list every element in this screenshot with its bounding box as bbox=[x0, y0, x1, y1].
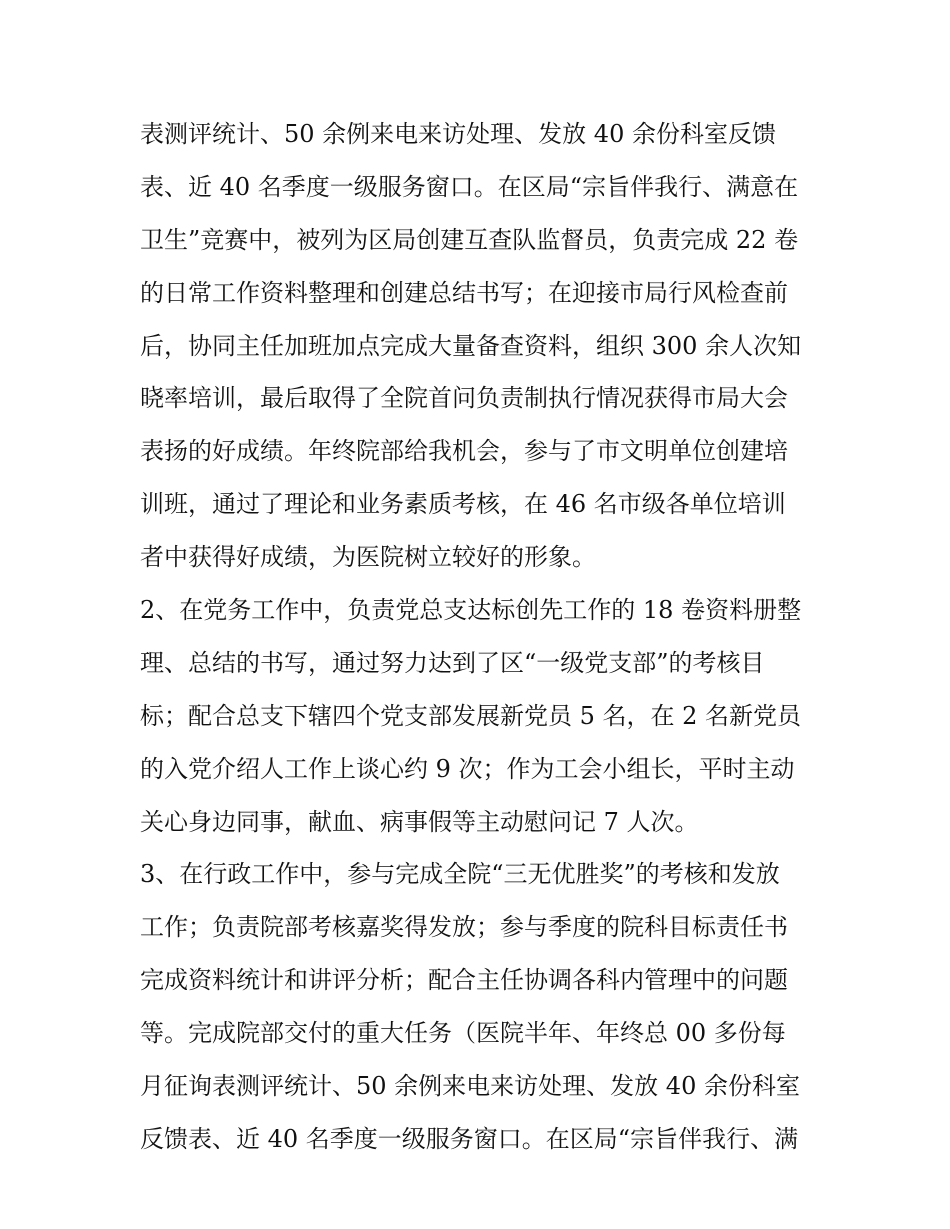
text-line: 晓率培训，最后取得了全院首问负责制执行情况获得市局大会 bbox=[140, 384, 788, 413]
text-line: 3、在行政工作中，参与完成全院“三无优胜奖”的考核和发放 bbox=[140, 860, 780, 889]
text-line: 关心身边同事，献血、病事假等主动慰问记 7 人次。 bbox=[140, 807, 699, 836]
text-line: 训班，通过了理论和业务素质考核，在 46 名市级各单位培训 bbox=[140, 490, 786, 519]
text-line: 等。完成院部交付的重大任务（医院半年、年终总 00 多份每 bbox=[140, 1019, 786, 1048]
text-line: 反馈表、近 40 名季度一级服务窗口。在区局“宗旨伴我行、满 bbox=[140, 1124, 799, 1153]
text-line: 的日常工作资料整理和创建总结书写；在迎接市局行风检查前 bbox=[140, 278, 788, 307]
text-line: 表测评统计、50 余例来电来访处理、发放 40 余份科室反馈 bbox=[140, 120, 776, 148]
text-line: 完成资料统计和讲评分析；配合主任协调各科内管理中的问题 bbox=[140, 966, 788, 995]
text-line: 理、总结的书写，通过努力达到了区“一级党支部”的考核目 bbox=[140, 648, 765, 677]
text-line: 工作；负责院部考核嘉奖得发放；参与季度的院科目标责任书 bbox=[140, 913, 788, 942]
text-line: 的入党介绍人工作上谈心约 9 次；作为工会小组长，平时主动 bbox=[140, 754, 795, 783]
text-line: 者中获得好成绩，为医院树立较好的形象。 bbox=[140, 543, 596, 572]
text-line: 后，协同主任加班加点完成大量备查资料，组织 300 余人次知 bbox=[140, 331, 802, 360]
text-line: 表、近 40 名季度一级服务窗口。在区局“宗旨伴我行、满意在 bbox=[140, 172, 799, 201]
text-line: 表扬的好成绩。年终院部给我机会，参与了市文明单位创建培 bbox=[140, 437, 788, 466]
text-line: 月征询表测评统计、50 余例来电来访处理、发放 40 余份科室 bbox=[140, 1072, 800, 1101]
document-body bbox=[140, 108, 820, 1166]
text-line: 标；配合总支下辖四个党支部发展新党员 5 名，在 2 名新党员 bbox=[140, 701, 802, 730]
text-line: 2、在党务工作中，负责党总支达标创先工作的 18 卷资料册整 bbox=[140, 596, 802, 625]
text-line: 卫生”竞赛中，被列为区局创建互查队监督员，负责完成 22 卷 bbox=[140, 225, 799, 254]
